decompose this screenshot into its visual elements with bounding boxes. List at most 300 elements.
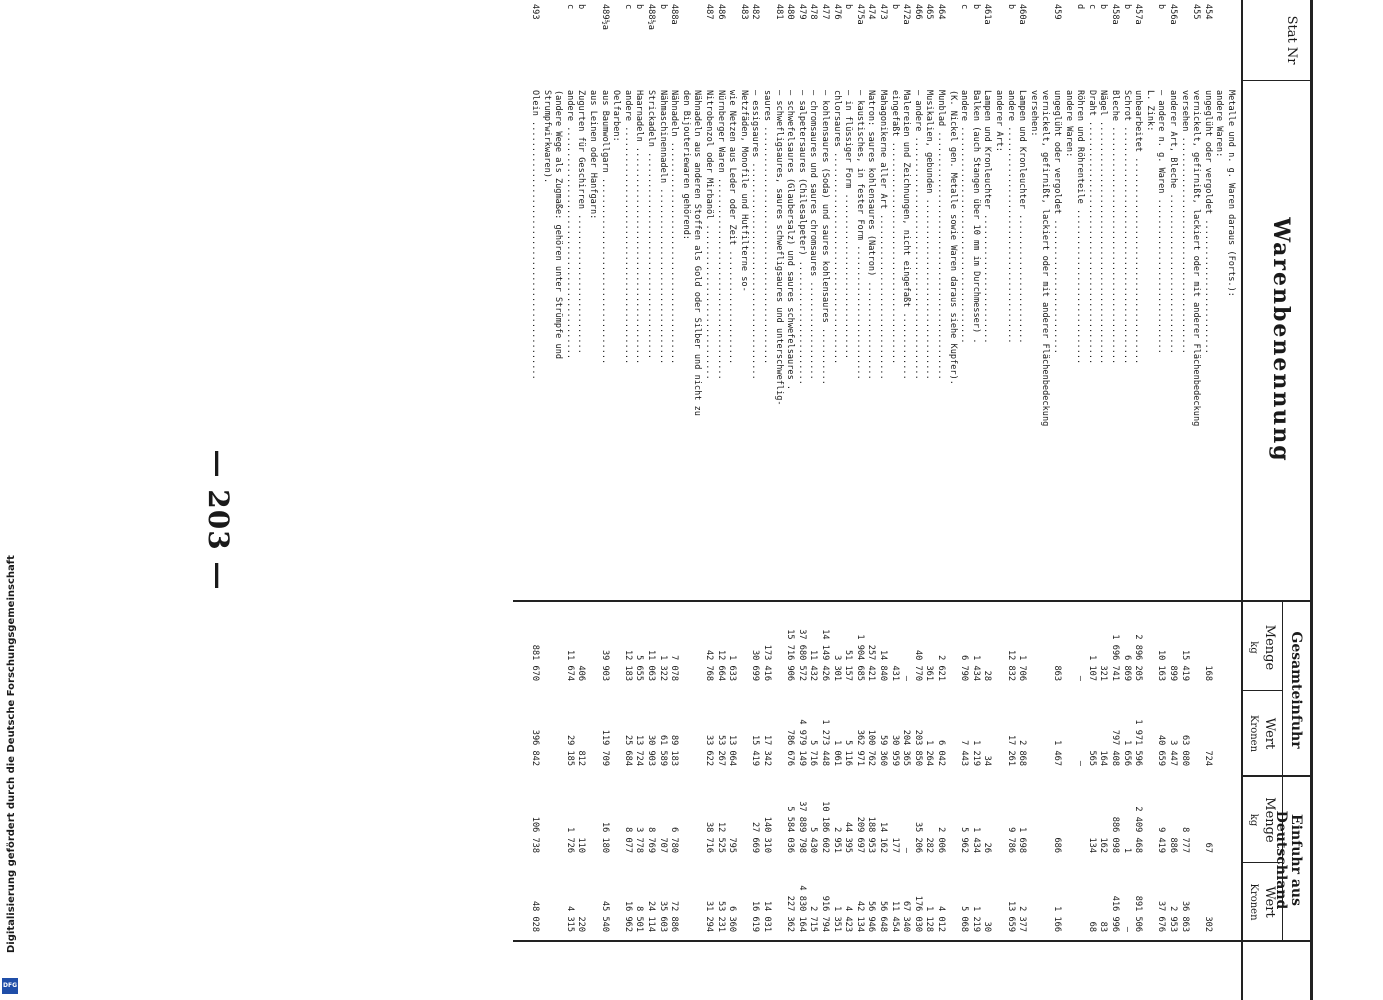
- cell-v4: 36 863: [1179, 900, 1190, 932]
- table-row: [565, 0, 575, 1000]
- cell-v2: 786 676: [785, 729, 796, 766]
- table-row: [1214, 0, 1224, 1000]
- table-header-rule: [1241, 0, 1243, 1000]
- cell-desc: Musikalien, gebunden ...................................: [924, 90, 935, 380]
- digitization-note: [6, 12, 20, 988]
- cell-v1: 899: [1168, 665, 1178, 681]
- cell-v2: 17 342: [762, 734, 772, 766]
- cell-nr: c: [622, 4, 633, 10]
- cell-nr: 456a: [1168, 4, 1178, 25]
- cell-v2: 59 360: [878, 734, 888, 766]
- cell-v4: 35 603: [657, 900, 668, 932]
- cell-v4: 1 166: [1052, 906, 1062, 932]
- cell-nr: 478: [808, 4, 819, 20]
- table-row: [1168, 0, 1178, 1000]
- cell-v3: 8 769: [646, 827, 656, 853]
- cell-desc: Strickadeln ........................................: [646, 90, 656, 360]
- cell-nr: b: [889, 4, 900, 10]
- table-row: [924, 0, 934, 1000]
- cell-v4: 72 886: [669, 900, 680, 932]
- table-row: [1226, 0, 1236, 1000]
- cell-v3: 37 889 798: [796, 801, 807, 853]
- cell-v4: 416 996: [1110, 895, 1120, 932]
- header-gesamteinfuhr: Gesamteinfuhr: [1288, 631, 1304, 749]
- cell-v3: 209 697: [854, 816, 865, 853]
- cell-v2: 797 408: [1110, 729, 1120, 766]
- table-row: [762, 0, 772, 1000]
- cell-v3: 1 698: [1017, 827, 1028, 853]
- cell-nr: 486: [715, 4, 726, 20]
- cell-v2: 13 064: [727, 734, 738, 766]
- cell-v3: 10 186 602: [820, 801, 830, 853]
- cell-nr: 472a: [901, 4, 912, 25]
- column-rule-group: [1241, 775, 1313, 777]
- cell-nr: 454: [1202, 4, 1213, 20]
- dfg-logo: DFG: [2, 978, 18, 994]
- cell-v3: 707: [657, 837, 668, 853]
- page-number: — 203 —: [202, 449, 235, 591]
- cell-nr: 481: [773, 4, 784, 20]
- cell-v1: 6 869: [1121, 655, 1132, 681]
- cell-v1: 3 301: [831, 655, 842, 681]
- table-row: [588, 0, 598, 1000]
- header-unit-kronen-1: Kronen: [1248, 714, 1259, 753]
- cell-nr: 483: [738, 4, 749, 20]
- cell-v4: 4 423: [843, 906, 854, 932]
- cell-v4: 6 360: [727, 906, 738, 932]
- cell-v2: 812: [576, 750, 587, 766]
- cell-v2: 13 724: [634, 734, 645, 766]
- cell-v1: 173 416: [762, 644, 772, 681]
- cell-nr: 459: [1052, 4, 1062, 20]
- cell-v3: 886 098: [1110, 816, 1120, 853]
- cell-v1: 1 904 685: [854, 634, 865, 681]
- cell-v4: 11 454: [889, 900, 900, 932]
- cell-v1: 361: [924, 665, 935, 681]
- cell-v2: 29 185: [564, 734, 575, 766]
- cell-v3: 2 006: [936, 827, 946, 853]
- cell-v4: 13 659: [1005, 900, 1016, 932]
- table-row: [542, 0, 552, 1000]
- cell-desc: andere .............................................: [564, 90, 575, 360]
- table-row: [1064, 0, 1074, 1000]
- cell-v2: 1 264: [924, 740, 935, 766]
- cell-v2: 33 622: [704, 734, 714, 766]
- cell-v1: 11 674: [564, 649, 575, 681]
- table-row: [1145, 0, 1155, 1000]
- cell-v2: 61 589: [657, 734, 668, 766]
- cell-v2: 30 903: [646, 734, 656, 766]
- cell-v4: 14 031: [762, 900, 772, 932]
- cell-v1: 11 432: [808, 649, 819, 681]
- table-row: [704, 0, 714, 1000]
- cell-v4: 45 540: [599, 900, 610, 932]
- digitization-note-text: Digitalisierung gefördert durch die Deutsche Forschungsgemeinschaft: [6, 555, 17, 953]
- cell-v1: 406: [576, 665, 587, 681]
- cell-nr: b: [657, 4, 668, 10]
- cell-v2: 203 850: [912, 729, 923, 766]
- table-row: [658, 0, 668, 1000]
- table-row: [623, 0, 633, 1000]
- cell-nr: c: [564, 4, 575, 10]
- cell-desc: Bleche ..............................................: [1110, 90, 1120, 365]
- cell-v3: 16 180: [599, 821, 610, 853]
- cell-v3: 44 395: [843, 821, 854, 853]
- cell-v4: 891 506: [1133, 895, 1144, 932]
- cell-nr: 466: [912, 4, 923, 20]
- cell-desc: Oelfarben:: [611, 90, 622, 142]
- cell-nr: 475a: [854, 4, 865, 25]
- cell-v3: 9 786: [1005, 827, 1016, 853]
- cell-v4: 220: [576, 916, 587, 932]
- cell-v1: 12 664: [715, 649, 726, 681]
- cell-v2: 6 042: [936, 740, 946, 766]
- cell-desc: — kohlensaures (Soda) und saures kohlensaures ...........: [820, 90, 830, 385]
- cell-v4: 2 377: [1017, 906, 1028, 932]
- cell-v1: 2 621: [936, 655, 946, 681]
- cell-desc: Schrot ..............................................: [1121, 90, 1132, 365]
- cell-nr: 460a: [1017, 4, 1028, 25]
- cell-desc: — salpetersaures (Chilesalpeter) ........................: [796, 90, 807, 385]
- cell-desc: — essigsaures ..........................................: [750, 90, 761, 380]
- table-row: [890, 0, 900, 1000]
- table-row: [971, 0, 981, 1000]
- cell-v2: 34: [982, 755, 993, 766]
- cell-desc: — schwefelsaures (Glaubersalz) und saures schwefelsaures .: [785, 90, 796, 391]
- cell-nr: 474: [866, 4, 877, 20]
- cell-v1: 15 716 906: [785, 629, 796, 681]
- header-menge-2: Menge: [1262, 797, 1277, 843]
- cell-desc: Strumpfwirkwaren).: [541, 90, 552, 184]
- cell-v4: 56 946: [866, 900, 877, 932]
- cell-desc: chlorsaures .........................................: [831, 90, 842, 365]
- cell-desc: versehen ..........................................: [1179, 90, 1190, 354]
- table-row: [576, 0, 586, 1000]
- cell-nr: b: [576, 4, 587, 10]
- cell-v1: 51 157: [843, 649, 854, 681]
- cell-nr: 479: [796, 4, 807, 20]
- cell-v3: 2 409 468: [1133, 806, 1144, 853]
- cell-nr: b: [634, 4, 645, 10]
- cell-desc: aus Baumwollgarn ....................................: [599, 90, 610, 365]
- table-row: [808, 0, 818, 1000]
- cell-desc: Nähnadeln aus anderen Stoffen als Gold oder Silber und nicht zu: [692, 90, 703, 416]
- column-rule-v1: [1241, 690, 1283, 691]
- cell-v4: 1 351: [831, 906, 842, 932]
- cell-v4: 4 830 164: [796, 885, 807, 932]
- cell-nr: 473: [878, 4, 888, 20]
- cell-v2: 17 261: [1005, 734, 1016, 766]
- cell-nr: c: [1086, 4, 1097, 10]
- cell-v1: —: [901, 675, 912, 681]
- cell-v3: 134: [1086, 837, 1097, 853]
- cell-v3: 110: [576, 837, 587, 853]
- cell-v4: 48 028: [530, 900, 540, 932]
- cell-v4: 68: [1086, 921, 1097, 932]
- cell-v3: 14 162: [878, 821, 888, 853]
- cell-desc: unbearbeitet ........................................: [1133, 90, 1144, 365]
- cell-v3: 686: [1052, 837, 1062, 853]
- cell-v3: 177: [889, 837, 900, 853]
- table-row: [646, 0, 656, 1000]
- cell-v4: 56 648: [878, 900, 888, 932]
- table-row: [634, 0, 644, 1000]
- table-row: [936, 0, 946, 1000]
- cell-desc: Zugurten für Geschirren ...........................: [576, 90, 587, 354]
- cell-desc: Munblad ................................................: [936, 90, 946, 380]
- cell-v4: 227 362: [785, 895, 796, 932]
- cell-v1: 168: [1202, 665, 1213, 681]
- cell-desc: — in flüssiger Form ................................: [843, 90, 854, 360]
- cell-v4: 302: [1202, 916, 1213, 932]
- cell-v4: 4 012: [936, 906, 946, 932]
- cell-v4: 1 128: [924, 906, 935, 932]
- cell-desc: Olein ..................................................: [530, 90, 540, 380]
- cell-desc: andere ..............................................: [622, 90, 633, 365]
- cell-v1: 1 322: [657, 655, 668, 681]
- cell-v4: 5 068: [959, 906, 970, 932]
- cell-nr: 493: [530, 4, 540, 20]
- header-stat-nr: Stat Nr: [1284, 15, 1299, 65]
- cell-v4: 24 114: [646, 900, 656, 932]
- cell-v1: 40 770: [912, 649, 923, 681]
- cell-v3: 1: [1121, 847, 1132, 853]
- table-row: [1087, 0, 1097, 1000]
- table-row: [843, 0, 853, 1000]
- cell-v1: —: [1075, 675, 1086, 681]
- table-row: [553, 0, 563, 1000]
- table-row: [1110, 0, 1120, 1000]
- cell-v3: 1 726: [564, 827, 575, 853]
- cell-v2: 2 868: [1017, 740, 1028, 766]
- cell-v2: 40 659: [1156, 734, 1167, 766]
- table-row: [1203, 0, 1213, 1000]
- cell-desc: Natron: saures kohlensaures (Natron) ...................: [866, 90, 877, 380]
- table-row: [1180, 0, 1190, 1000]
- table-row: [1029, 0, 1039, 1000]
- table-row: [1052, 0, 1062, 1000]
- table-row: [1098, 0, 1108, 1000]
- cell-desc: Haarnadeln ..........................................: [634, 90, 645, 365]
- cell-v4: 16 962: [622, 900, 633, 932]
- cell-v2: 204 365: [901, 729, 912, 766]
- header-wert-2: Wert: [1262, 886, 1277, 918]
- cell-v3: 795: [727, 837, 738, 853]
- table-body: [516, 0, 1236, 1000]
- cell-nr: b: [1121, 4, 1132, 10]
- cell-v3: 26: [982, 842, 993, 853]
- cell-v3: —: [901, 847, 912, 853]
- cell-v3: 9 419: [1156, 827, 1167, 853]
- cell-v1: 6 790: [959, 655, 970, 681]
- table-top-rule: [1310, 0, 1313, 1000]
- cell-v1: 2 896 205: [1133, 634, 1144, 681]
- cell-v3: 67: [1202, 842, 1213, 853]
- cell-desc: vernickelt, gefirnißt, lackiert oder mit anderer Flächenbedeckung: [1191, 90, 1202, 427]
- cell-desc: Nägel ...............................................: [1098, 90, 1109, 365]
- cell-v1: 431: [889, 665, 900, 681]
- cell-v2: 63 080: [1179, 734, 1190, 766]
- cell-desc: (andere Wege als Zugmaße: gehören unter Strümpfe und: [553, 90, 564, 360]
- cell-v1: 14 840: [878, 649, 888, 681]
- cell-v3: 140 310: [762, 816, 772, 853]
- table-row: [1040, 0, 1050, 1000]
- cell-desc: ungeglüht oder vergoldet ..........................: [1202, 90, 1213, 354]
- cell-v3: 2 951: [831, 827, 842, 853]
- table-row: [901, 0, 911, 1000]
- cell-desc: vernickelt, gefirnißt, lackiert oder mit anderer Flächenbedeckung: [1040, 90, 1051, 427]
- cell-v4: 42 134: [854, 900, 865, 932]
- cell-v2: 1 273 448: [820, 719, 830, 766]
- table-row: [600, 0, 610, 1000]
- cell-nr: b: [970, 4, 981, 10]
- cell-desc: eingefaßt ...........................................: [889, 90, 900, 365]
- cell-v3: 1 434: [970, 827, 981, 853]
- cell-desc: den Bijouteriewaren gehörend:: [680, 90, 691, 241]
- table-row: [1133, 0, 1143, 1000]
- cell-v2: 1 971 596: [1133, 719, 1144, 766]
- cell-v4: 176 030: [912, 895, 923, 932]
- cell-nr: 458a: [1110, 4, 1120, 25]
- table-row: [832, 0, 842, 1000]
- cell-v4: 67 340: [901, 900, 912, 932]
- cell-desc: anderer Art, Bleche ...............................: [1168, 90, 1178, 354]
- cell-v4: 37 676: [1156, 900, 1167, 932]
- table-row: [727, 0, 737, 1000]
- cell-v4: 16 619: [750, 900, 761, 932]
- table-row: [681, 0, 691, 1000]
- cell-v3: 3 778: [634, 827, 645, 853]
- cell-desc: Nitrobenzol oder Mirbanöl ..............................: [704, 90, 714, 380]
- cell-v4: 1 219: [970, 906, 981, 932]
- cell-v1: 42 768: [704, 649, 714, 681]
- table-row: [1156, 0, 1166, 1000]
- cell-v1: 321: [1098, 665, 1109, 681]
- cell-v2: 1 656: [1121, 740, 1132, 766]
- cell-nr: 476: [831, 4, 842, 20]
- table-row: [982, 0, 992, 1000]
- cell-v4: 53 231: [715, 900, 726, 932]
- cell-v1: 11 063: [646, 649, 656, 681]
- cell-v2: 1 061: [831, 740, 842, 766]
- cell-desc: — andere ...............................................: [912, 90, 923, 380]
- cell-v4: 916 794: [820, 895, 830, 932]
- cell-desc: ungeglüht oder vergoldet ..........................: [1052, 90, 1062, 354]
- cell-desc: andere ..........................................: [959, 90, 970, 344]
- cell-v2: 7 443: [959, 740, 970, 766]
- cell-nr: b: [1098, 4, 1109, 10]
- table-row: [1122, 0, 1132, 1000]
- cell-desc: anderer Art:: [994, 90, 1004, 153]
- cell-v2: 3 447: [1168, 740, 1178, 766]
- header-unit-kg-1: kg: [1248, 641, 1259, 654]
- cell-v1: 1 633: [727, 655, 738, 681]
- table-row: [1075, 0, 1085, 1000]
- cell-nr: 477: [820, 4, 830, 20]
- cell-v1: 12 832: [1005, 649, 1016, 681]
- table-row: [611, 0, 621, 1000]
- cell-v2: —: [1075, 760, 1086, 766]
- cell-v1: 1 706: [1017, 655, 1028, 681]
- cell-v3: 35 206: [912, 821, 923, 853]
- cell-v2: 565: [1086, 750, 1097, 766]
- cell-v3: 8 777: [1179, 827, 1190, 853]
- table-row: [913, 0, 923, 1000]
- cell-v2: 30 959: [889, 734, 900, 766]
- table-row: [785, 0, 795, 1000]
- cell-v1: 257 421: [866, 644, 877, 681]
- cell-v2: 5 716: [808, 740, 819, 766]
- cell-nr: b: [1005, 4, 1016, 10]
- cell-v1: 39 903: [599, 649, 610, 681]
- cell-v2: 100 762: [866, 729, 877, 766]
- cell-v2: 15 419: [750, 734, 761, 766]
- cell-v1: 1 696 741: [1110, 634, 1120, 681]
- cell-desc: Mahagonikerne aller Art ................................: [878, 90, 888, 380]
- cell-desc: andere Waren:: [1063, 90, 1074, 158]
- cell-desc: Metalle und n. g. Waren daraus (Forts.):: [1226, 90, 1236, 297]
- cell-nr: 457a: [1133, 4, 1144, 25]
- cell-nr: 488½a: [646, 4, 656, 30]
- header-menge-1: Menge: [1262, 624, 1277, 671]
- cell-v1: 1 107: [1086, 655, 1097, 681]
- cell-nr: c: [959, 4, 970, 10]
- cell-v3: 5 430: [808, 827, 819, 853]
- header-unit-kronen-2: Kronen: [1248, 883, 1259, 921]
- cell-nr: b: [1156, 4, 1167, 10]
- cell-v1: 863: [1052, 665, 1062, 681]
- cell-v3: 5 962: [959, 827, 970, 853]
- cell-v2: 1 467: [1052, 740, 1062, 766]
- table-row: [774, 0, 784, 1000]
- table-row: [797, 0, 807, 1000]
- cell-v1: 15 419: [1179, 649, 1190, 681]
- cell-v3: 38 716: [704, 821, 714, 853]
- table-row: [994, 0, 1004, 1000]
- cell-desc: Netzfäden, Monofile und Hutfilterne so-: [738, 90, 749, 292]
- cell-v4: 8 501: [634, 906, 645, 932]
- cell-v3: 886: [1168, 837, 1178, 853]
- cell-nr: b: [843, 4, 854, 10]
- cell-v1: 14 149 426: [820, 629, 830, 681]
- cell-v1: 10 163: [1156, 649, 1167, 681]
- cell-v2: 119 709: [599, 729, 610, 766]
- cell-nr: 488a: [669, 4, 680, 25]
- cell-v3: 282: [924, 837, 935, 853]
- cell-v3: 8 077: [622, 827, 633, 853]
- cell-desc: Malereien und Zeichnungen, nicht eingefaßt .............: [901, 90, 912, 380]
- cell-desc: Röhren und Röhrenteile ..............................: [1075, 90, 1086, 365]
- cell-nr: 489½a: [599, 4, 610, 30]
- cell-v4: —: [1121, 926, 1132, 932]
- cell-nr: 465: [924, 4, 935, 20]
- cell-nr: 461a: [982, 4, 993, 25]
- cell-desc: Lampen und Kronleuchter .........................: [982, 90, 993, 344]
- table-row: [669, 0, 679, 1000]
- cell-v2: 25 684: [622, 734, 633, 766]
- cell-v4: 83: [1098, 921, 1109, 932]
- cell-v2: 396 842: [530, 729, 540, 766]
- cell-desc: — andere n. g. Waren ..............................: [1156, 90, 1167, 354]
- cell-desc: (K. Nickel gen. Metalle sowie Waren daraus siehe Kupfer).: [947, 90, 958, 385]
- cell-v3: 12 525: [715, 821, 726, 853]
- cell-v4: 4 315: [564, 906, 575, 932]
- cell-nr: 482: [750, 4, 761, 20]
- cell-desc: Nähmaschinennadeln ..................................: [657, 90, 668, 365]
- cell-v2: 362 971: [854, 729, 865, 766]
- table-row: [692, 0, 702, 1000]
- cell-v3: 6 780: [669, 827, 680, 853]
